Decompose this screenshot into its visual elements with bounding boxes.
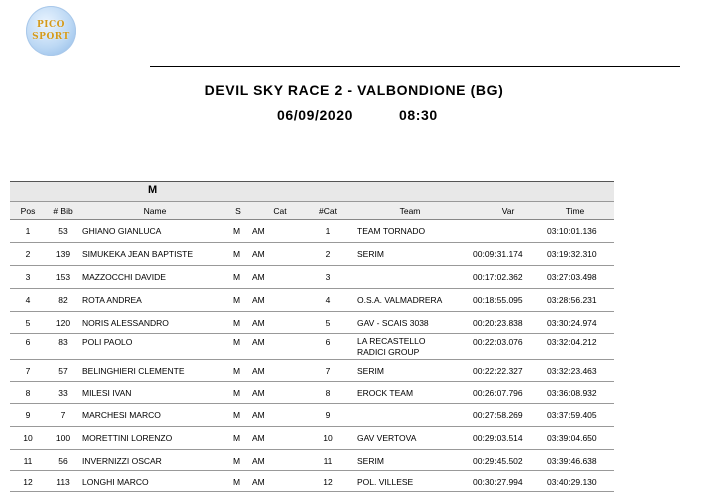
cell-name: INVERNIZZI OSCAR <box>82 456 162 466</box>
cell-ncat: 9 <box>325 410 331 420</box>
cell-bib: 33 <box>58 388 68 398</box>
cell-var: 00:18:55.095 <box>473 295 523 305</box>
cell-time: 03:39:46.638 <box>547 456 597 466</box>
cell-bib: 139 <box>55 249 71 259</box>
cell-ncat: 4 <box>325 295 331 305</box>
cell-var: 00:27:58.269 <box>473 410 523 420</box>
race-time: 08:30 <box>399 107 438 123</box>
cell-name: LONGHI MARCO <box>82 477 149 487</box>
cell-name: BELINGHIERI CLEMENTE <box>82 366 185 376</box>
cell-bib: 113 <box>56 477 70 487</box>
cell-var: 00:20:23.838 <box>473 318 523 328</box>
cell-ncat: 6 <box>325 337 331 347</box>
table-row <box>10 450 614 471</box>
cell-cat: AM <box>252 272 265 282</box>
table-row <box>10 334 614 360</box>
col-var: Var <box>501 206 515 216</box>
cell-team: SERIM <box>357 366 384 376</box>
table-row <box>10 289 614 312</box>
cell-pos: 12 <box>23 477 33 487</box>
cell-ncat: 8 <box>325 388 331 398</box>
table-row <box>10 243 614 266</box>
cell-var: 00:17:02.362 <box>473 272 523 282</box>
cell-pos: 4 <box>25 295 31 305</box>
cell-sex: M <box>233 272 241 282</box>
logo-line-2: SPORT <box>32 32 70 42</box>
cell-pos: 10 <box>23 433 33 443</box>
col-cat: Cat <box>273 206 287 216</box>
cell-sex: M <box>233 366 241 376</box>
col-pos: Pos <box>20 206 36 216</box>
cell-pos: 9 <box>25 410 31 420</box>
cell-bib: 7 <box>60 410 66 420</box>
cell-sex: M <box>233 295 241 305</box>
table-row <box>10 404 614 427</box>
race-title: DEVIL SKY RACE 2 - VALBONDIONE (BG) <box>204 82 504 98</box>
cell-time: 03:10:01.136 <box>547 226 597 236</box>
cell-var: 00:26:07.796 <box>473 388 523 398</box>
race-date: 06/09/2020 <box>277 107 354 123</box>
cell-time: 03:37:59.405 <box>547 410 597 420</box>
cell-ncat: 11 <box>323 456 333 466</box>
cell-time: 03:32:23.463 <box>547 366 597 376</box>
cell-team: SERIM <box>357 249 384 259</box>
cell-time: 03:36:08.932 <box>547 388 597 398</box>
cell-time: 03:30:24.974 <box>547 318 597 328</box>
cell-team: EROCK TEAM <box>357 388 414 398</box>
col-team: Team <box>399 206 421 216</box>
cell-var: 00:29:03.514 <box>473 433 523 443</box>
table-row <box>10 220 614 243</box>
col-name: Name <box>143 206 167 216</box>
cell-var: 00:22:22.327 <box>473 366 523 376</box>
category-header <box>10 181 614 202</box>
table-row <box>10 382 614 404</box>
cell-cat: AM <box>252 337 265 347</box>
cell-cat: AM <box>252 366 265 376</box>
cell-name: SIMUKEKA JEAN BAPTISTE <box>82 249 194 259</box>
cell-time: 03:39:04.650 <box>547 433 597 443</box>
cell-team-line2: RADICI GROUP <box>357 347 420 357</box>
cell-bib: 120 <box>55 318 71 328</box>
cell-bib: 56 <box>58 456 68 466</box>
cell-sex: M <box>233 410 241 420</box>
cell-cat: AM <box>252 249 265 259</box>
table-row <box>10 266 614 289</box>
table-row <box>10 471 614 492</box>
cell-name: GHIANO GIANLUCA <box>82 226 162 236</box>
cell-team: SERIM <box>357 456 384 466</box>
cell-team: GAV VERTOVA <box>357 433 417 443</box>
cell-sex: M <box>233 226 241 236</box>
cell-bib: 57 <box>58 366 68 376</box>
cell-sex: M <box>233 337 241 347</box>
cell-ncat: 1 <box>325 226 331 236</box>
cell-sex: M <box>233 249 241 259</box>
cell-cat: AM <box>252 388 265 398</box>
cell-name: NORIS ALESSANDRO <box>82 318 169 328</box>
cell-ncat: 7 <box>325 366 331 376</box>
col-time: Time <box>565 206 585 216</box>
cell-ncat: 2 <box>325 249 331 259</box>
cell-team: TEAM TORNADO <box>357 226 426 236</box>
cell-time: 03:27:03.498 <box>547 272 597 282</box>
cell-cat: AM <box>252 433 265 443</box>
cell-pos: 11 <box>23 456 33 466</box>
cell-team: POL. VILLESE <box>357 477 414 487</box>
category-label: M <box>148 184 158 196</box>
cell-time: 03:28:56.231 <box>547 295 597 305</box>
col-sex: S <box>235 206 241 216</box>
cell-pos: 8 <box>25 388 31 398</box>
cell-ncat: 5 <box>325 318 331 328</box>
cell-name: POLI PAOLO <box>82 337 133 347</box>
logo-line-1: PICO <box>37 20 65 30</box>
table-row <box>10 312 614 334</box>
cell-time: 03:32:04.212 <box>547 337 597 347</box>
cell-sex: M <box>233 456 241 466</box>
cell-name: MILESI IVAN <box>82 388 132 398</box>
header-divider <box>150 66 680 67</box>
cell-sex: M <box>233 318 241 328</box>
col-ncat: #Cat <box>319 206 337 216</box>
cell-cat: AM <box>252 456 265 466</box>
cell-var: 00:29:45.502 <box>473 456 523 466</box>
cell-team: GAV - SCAIS 3038 <box>357 318 429 328</box>
cell-sex: M <box>233 388 241 398</box>
cell-pos: 2 <box>25 249 31 259</box>
cell-bib: 82 <box>58 295 68 305</box>
cell-cat: AM <box>252 410 265 420</box>
cell-name: MAZZOCCHI DAVIDE <box>82 272 166 282</box>
cell-ncat: 12 <box>323 477 333 487</box>
cell-ncat: 10 <box>323 433 333 443</box>
cell-team: LA RECASTELLO <box>357 336 426 346</box>
cell-pos: 1 <box>25 226 31 236</box>
cell-bib: 100 <box>55 433 71 443</box>
col-bib: # Bib <box>53 206 73 216</box>
cell-cat: AM <box>252 226 265 236</box>
cell-name: MORETTINI LORENZO <box>82 433 173 443</box>
cell-pos: 3 <box>25 272 31 282</box>
cell-time: 03:19:32.310 <box>547 249 597 259</box>
cell-name: ROTA ANDREA <box>82 295 142 305</box>
cell-bib: 53 <box>58 226 68 236</box>
cell-cat: AM <box>252 477 265 487</box>
cell-pos: 5 <box>25 318 31 328</box>
pico-sport-logo <box>26 6 76 56</box>
cell-cat: AM <box>252 318 265 328</box>
cell-team: O.S.A. VALMADRERA <box>357 295 443 305</box>
cell-ncat: 3 <box>325 272 331 282</box>
cell-sex: M <box>233 433 241 443</box>
cell-name: MARCHESI MARCO <box>82 410 161 420</box>
cell-var: 00:30:27.994 <box>473 477 523 487</box>
cell-bib: 83 <box>58 337 68 347</box>
cell-time: 03:40:29.130 <box>547 477 597 487</box>
cell-pos: 7 <box>25 366 31 376</box>
cell-var: 00:22:03.076 <box>473 337 523 347</box>
table-row <box>10 427 614 450</box>
cell-cat: AM <box>252 295 265 305</box>
cell-pos: 6 <box>25 337 31 347</box>
cell-sex: M <box>233 477 241 487</box>
cell-var: 00:09:31.174 <box>473 249 523 259</box>
column-header-row <box>10 202 614 220</box>
table-row <box>10 360 614 382</box>
cell-bib: 153 <box>55 272 71 282</box>
